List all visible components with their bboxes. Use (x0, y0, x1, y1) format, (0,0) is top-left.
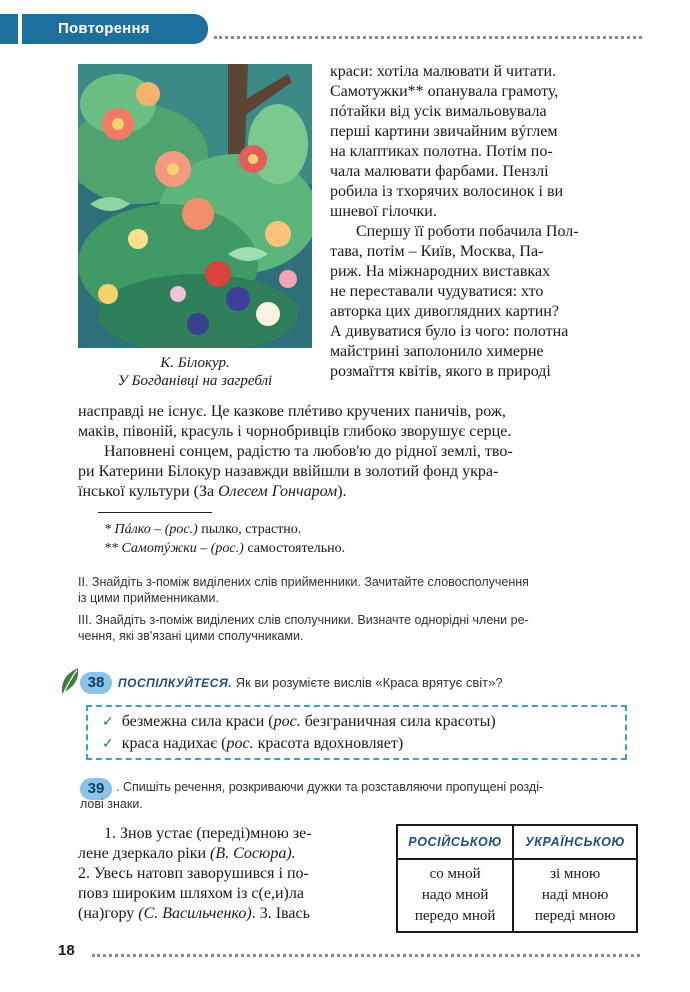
text-line: насправді не існує. Це казкове плéтиво кручених паничів, рож, (78, 403, 506, 420)
text-line: на клаптиках полотна. Потім по- (330, 143, 553, 160)
text-line: майстрині заполонило химерне (330, 343, 544, 360)
text-line: (на)гору (С. Васильченко). 3. Івась (78, 905, 310, 922)
discuss-keyword: ПОСПІЛКУЙТЕСЯ. (118, 676, 233, 690)
body-text-full-width (78, 402, 638, 502)
header-dotted-rule (214, 36, 642, 39)
body-text-right-column (330, 62, 640, 382)
text-line: перші картини звичайним вýглем (330, 123, 558, 140)
text-line: чала малювати фарбами. Пензлі (330, 163, 549, 180)
checkmark-icon: ✓ (102, 714, 114, 730)
task-2: II. Знайдіть з-поміж виділених слів прийменники. Зачитайте словосполучення із цими прийменниками. (78, 575, 529, 605)
text-line: розмаїття квітів, якого в природі (330, 363, 551, 380)
text-line: краси: хотіла малювати й читати. (330, 63, 557, 80)
page-number: 18 (58, 942, 75, 959)
painting-image (78, 64, 312, 348)
footnote-1: * Пáлко – (рос.) пылко, страстно. (104, 522, 302, 537)
exercise-number-38: 38 (80, 672, 112, 694)
text-line: не переставали чудуватися: хто (330, 283, 544, 300)
text-line: Спершу її роботи побачила Пол- (356, 223, 579, 240)
text-line: робила із тхорячих волосинок і ви (330, 183, 564, 200)
russian-forms-cell: со мной надо мной передо мной (397, 859, 513, 932)
painting-caption (78, 354, 312, 390)
footer-dotted-rule (92, 954, 640, 957)
text-line: Самотужки** опанувала грамоту, (330, 83, 559, 100)
text-line: шневої гілочки. (330, 203, 437, 220)
exercise-number-39: 39 (80, 778, 112, 800)
preposition-table (396, 824, 638, 933)
text-line: авторка цих дивоглядних картин? (330, 303, 559, 320)
section-title: Повторення (22, 14, 208, 44)
footnote-2: ** Самотýжки – (рос.) самостоятельно. (104, 541, 346, 556)
text-line: маків, півоній, красуль і чорнобривців глибоко зворушує серце. (78, 423, 512, 440)
text-line: їнської культури (За Олесем Гончаром). (78, 483, 347, 500)
text-line: ри Катерини Білокур назавжди ввійшли в золотий фонд укра- (78, 463, 499, 480)
phrase-line-2: ✓ краса надихає (рос. красота вдохновляет) (102, 735, 404, 752)
text-line: 2. Увесь натовп заворушився і по- (78, 865, 309, 882)
author-name: Олесем Гончаром (218, 483, 338, 500)
exercise-39-instructions: . Спишіть речення, розкриваючи дужки та розставляючи пропущені розді- лові знаки. (80, 780, 544, 811)
text-line: 1. Знов устає (переді)мною зе- (104, 825, 312, 842)
column-header-ukrainian: УКРАЇНСЬКОЮ (513, 825, 637, 859)
text-line: повз широким шляхом із с(е,и)ла (78, 885, 304, 902)
footnote-rule (98, 512, 212, 513)
exercise-39-sentences (78, 824, 386, 924)
text-line: лене дзеркало ріки (В. Сосюра). (78, 845, 296, 862)
text-line: А дивуватися було із чого: полотна (330, 323, 569, 340)
ukrainian-forms-cell: зі мною наді мною переді мною (513, 859, 637, 932)
text-line: Наповнені сонцем, радістю та любов'ю до рідної землі, тво- (104, 443, 513, 460)
text-line: тава, потім – Київ, Москва, Па- (330, 243, 544, 260)
exercise-38-prompt: ПОСПІЛКУЙТЕСЯ. Як ви розумієте вислів «Краса врятує світ»? (118, 675, 503, 690)
column-header-russian: РОСІЙСЬКОЮ (397, 825, 513, 859)
caption-title: У Богданівці на загреблі (117, 373, 273, 389)
task-3: III. Знайдіть з-поміж виділених слів сполучники. Визначте однорідні члени ре- чення, які зв'язані цими сполучниками. (78, 613, 529, 643)
caption-author: К. Білокур. (160, 355, 230, 371)
header-accent-bar (0, 14, 18, 44)
text-line: риж. На міжнародних виставках (330, 263, 551, 280)
phrase-line-1: ✓ безмежна сила краси (рос. безграничная сила красоты) (102, 713, 496, 730)
text-line: пóтайки від усік вимальовувала (330, 103, 547, 120)
checkmark-icon: ✓ (102, 736, 114, 752)
